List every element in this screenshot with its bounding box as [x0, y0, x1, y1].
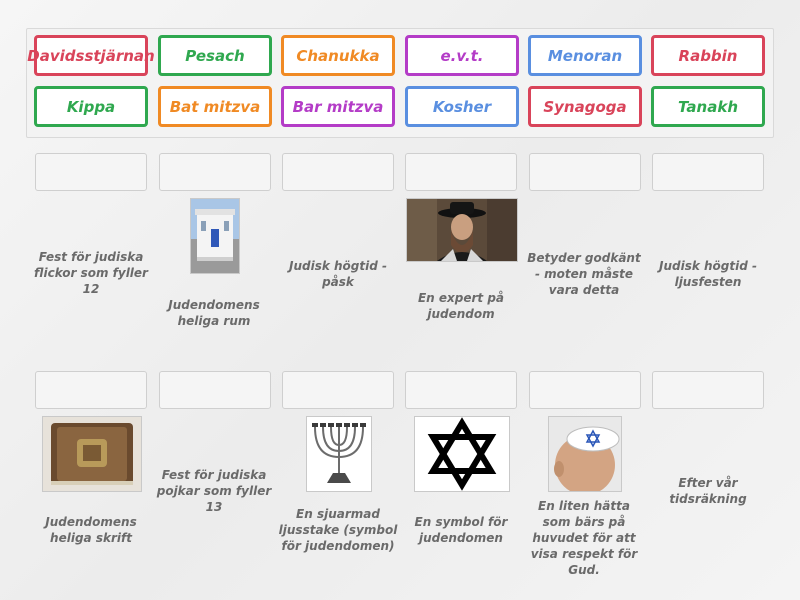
- clue-davidsstjarnan: En symbol för judendomen: [414, 515, 508, 545]
- clue-evt: Efter vår tidsräkning: [669, 476, 747, 506]
- drop-slot-4[interactable]: [405, 153, 517, 191]
- clue-menoran: En sjuarmad ljusstake (symbol för judendomen): [278, 507, 398, 553]
- tile-pesach[interactable]: Pesach: [158, 35, 272, 76]
- clue-bar-mitzva: Fest för judiska pojkar som fyller 13: [156, 468, 272, 514]
- drop-slot-10[interactable]: [405, 371, 517, 409]
- tile-menoran[interactable]: Menoran: [528, 35, 642, 76]
- drop-slot-3[interactable]: [282, 153, 394, 191]
- tile-davidsstjarnan[interactable]: Davidsstjärnan: [34, 35, 148, 76]
- star-of-david-image: [414, 416, 510, 492]
- drop-slot-6[interactable]: [652, 153, 764, 191]
- tile-chanukka[interactable]: Chanukka: [281, 35, 395, 76]
- drop-slot-2[interactable]: [159, 153, 271, 191]
- tile-evt[interactable]: e.v.t.: [405, 35, 519, 76]
- clue-kippa: En liten hätta som bärs på huvudet för att visa respekt för Gud.: [530, 499, 638, 577]
- clue-pesach: Judisk högtid - påsk: [289, 259, 387, 289]
- tile-bat-mitzva[interactable]: Bat mitzva: [158, 86, 272, 127]
- tile-tanakh[interactable]: Tanakh: [651, 86, 765, 127]
- menorah-photo: [306, 416, 372, 492]
- drop-slot-9[interactable]: [282, 371, 394, 409]
- clue-rabbin: En expert på judendom: [417, 291, 505, 321]
- drop-slot-1[interactable]: [35, 153, 147, 191]
- word-bank: [26, 28, 774, 138]
- drop-slot-5[interactable]: [529, 153, 641, 191]
- synagogue-photo: [190, 198, 240, 274]
- holy-book-photo: [42, 416, 142, 492]
- tile-bar-mitzva[interactable]: Bar mitzva: [281, 86, 395, 127]
- drop-slot-12[interactable]: [652, 371, 764, 409]
- clue-tanakh: Judendomens heliga skrift: [45, 515, 137, 545]
- clue-chanukka: Judisk högtid - ljusfesten: [659, 259, 757, 289]
- clue-kosher: Betyder godkänt - moten måste vara detta: [527, 251, 641, 297]
- drop-slot-8[interactable]: [159, 371, 271, 409]
- drop-slot-7[interactable]: [35, 371, 147, 409]
- tile-kippa[interactable]: Kippa: [34, 86, 148, 127]
- tile-rabbin[interactable]: Rabbin: [651, 35, 765, 76]
- tile-synagoga[interactable]: Synagoga: [528, 86, 642, 127]
- clue-synagoga: Judendomens heliga rum: [168, 298, 260, 328]
- drop-slot-11[interactable]: [529, 371, 641, 409]
- kippa-photo: [548, 416, 622, 492]
- tile-kosher[interactable]: Kosher: [405, 86, 519, 127]
- rabbi-photo: [406, 198, 518, 262]
- clue-bat-mitzva: Fest för judiska flickor som fyller 12: [34, 250, 148, 296]
